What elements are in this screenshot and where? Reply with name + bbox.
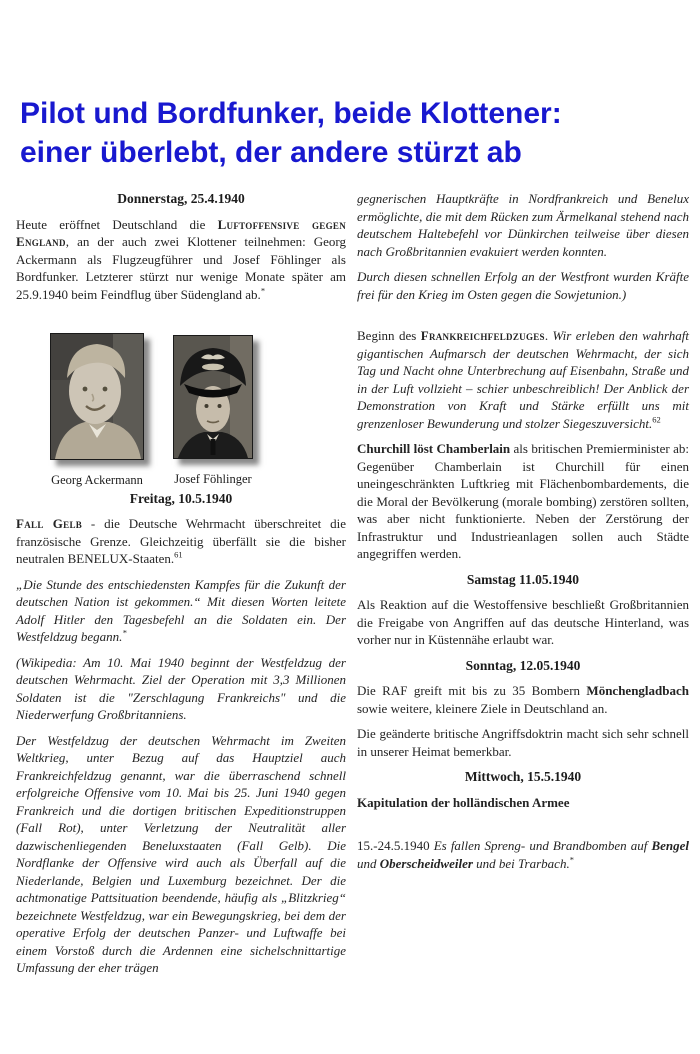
text-run-smallcaps: Luftoffensive gegen England (16, 216, 346, 249)
text-run-italic: Es fallen Spreng- und Brandbomben auf (433, 838, 652, 853)
paragraph-angriffsdoktrin (357, 725, 689, 760)
photo-row (16, 333, 346, 490)
section-heading-wednesday: Mittwoch, 15.5.1940 (464, 769, 582, 784)
paragraph-westfeldzug (16, 732, 346, 977)
page-title-line2: einer überlebt, der andere stürzt ab (20, 136, 522, 170)
paragraph-fall-gelb (16, 515, 346, 568)
paragraph-kapitulation (357, 794, 689, 812)
footnote-mark: * (122, 627, 127, 638)
portrait-photo-josef (173, 335, 253, 459)
portrait-photo-image (174, 336, 252, 458)
text-run-italic: Wir erleben den wahrhaft gigantischen Aufmarsch der deutschen Wehrmacht, der sich Tag und Nacht ohne Unterbrechung auf Eisenbahn, Straße und in der Luft vollzieht – schier unbeschreiblich! Der Anblick der Demonstration von Kraft und Stärke erfüllt uns mit grenzenloser Bewunderung und stolzer Siegeszuversicht. (357, 328, 689, 431)
text-run: gegnerischen Hauptkräfte in Nordfrankreich und Benelux ermöglichte, die mit dem Rücken zum Ärmelkanal stehend nach deutschem Haltebefehl vor Dünkirchen teilweise über diesen nach Großbritannien evakuiert werden konnten. (357, 191, 689, 259)
paragraph-hitler-quote (16, 576, 346, 646)
text-run-italic: und (357, 855, 380, 871)
footnote-mark: 61 (174, 549, 183, 560)
text-run-bold: Kapitulation der holländischen Armee (357, 794, 570, 810)
text-run: sowie weitere, kleinere Ziele in Deutschland an. (357, 700, 608, 716)
text-run: , an der auch zwei Klottener teilnehmen: Georg Ackermann als Flugzeugführer und Josef Föhlinger als Bordfunker. Letzterer stürzt nur wenige Monate später am 25.9.1940 beim Feindflug über Südengland ab. (16, 234, 346, 302)
section-heading-thursday: Donnerstag, 25.4.1940 (117, 191, 245, 206)
section-heading-saturday: Samstag 11.05.1940 (466, 571, 580, 587)
footnote-mark: 62 (652, 414, 661, 425)
photo-georg-ackermann (50, 333, 144, 490)
text-run: Durch diesen schnellen Erfolg an der Westfront wurden Kräfte frei für den Krieg im Osten gegen die Sowjetunion.) (357, 269, 689, 302)
paragraph-frankreichfeldzug (357, 327, 689, 432)
page-title (20, 94, 690, 172)
text-run: (Wikipedia: Am 10. Mai 1940 beginnt der Westfeldzug der deutschen Wehrmacht. Ziel der Operation mit 3,3 Millionen Soldaten ist die "Zerschlagung Frankreichs" und die Niederwerfung Großbritanniens. (16, 654, 346, 722)
text-run: - die Deutsche Wehrmacht überschreitet die französische Grenze. Gleichzeitig überfällt sie die bisher neutralen BENELUX-Staaten. (16, 516, 346, 566)
portrait-photo-georg (50, 333, 144, 460)
paragraph-churchill (357, 440, 689, 563)
text-run-bold-italic: Bengel (651, 838, 689, 853)
left-column (16, 190, 346, 985)
paragraph-bomben (357, 837, 689, 872)
section-heading-sunday: Sonntag, 12.05.1940 (465, 657, 581, 673)
text-run: Die geänderte britische Angriffsdoktrin macht sich sehr schnell in unserer Heimat bemerkbar. (357, 726, 689, 759)
paragraph-schneller-erfolg (357, 268, 689, 303)
paragraph-gegnerische-hauptkraefte (357, 190, 689, 260)
text-run: 15.-24.5.1940 (357, 838, 434, 853)
paragraph-luftoffensive (16, 216, 346, 304)
portrait-photo-image (51, 334, 143, 459)
text-run: „Die Stunde des entschiedensten Kampfes für die Zukunft der deutschen Nation ist gekommen.“ Mit diesen Worten leitete Adolf Hitler den Tagesbefehl an die Soldaten ein. Der Westfeldzug begann. (16, 576, 346, 644)
footnote-mark: * (569, 854, 574, 865)
text-run: Die RAF greift mit bis zu 35 Bombern (357, 683, 587, 698)
section-heading-friday: Freitag, 10.5.1940 (129, 490, 233, 506)
text-run-italic: und bei Trarbach. (472, 855, 570, 871)
text-run: Heute eröffnet Deutschland die (16, 216, 218, 232)
photo-josef-foehlinger (173, 333, 253, 490)
paragraph-raf (357, 682, 689, 717)
text-run-smallcaps: Fall Gelb (16, 516, 83, 531)
right-column (357, 190, 689, 880)
text-run-bold-italic: Oberscheidweiler (379, 855, 473, 871)
text-run: Der Westfeldzug der deutschen Wehrmacht im Zweiten Weltkrieg, unter Bezug auf das Hauptziel auch Frankreichfeldzug genannt, war die überraschend schnell erfolgreiche Offensive vom 10. Mai bis 25. Juni 1940 gegen Frankreich und die dortigen britischen Expeditionstruppen (Fall Rot), unter Verletzung der Neutralität aller dazwischenliegenden Beneluxstaaten (Fall Gelb). Die Nordflanke der Offensive wird auch als Überfall auf die Niederlande, Belgien und Luxemburg bezeichnet. Der die achtmonatige Pattsituation beendende, häufig als „Blitzkrieg“ bezeichnete Westfeldzug, war ein Bewegungskrieg, bei dem der operative Erfolg der deutschen Panzer- und Luftwaffe bei einem Vorstoß durch die Ardennen eine sichelschnittartige Umfassung der eher trägen (16, 732, 346, 975)
page-title-line1: Pilot und Bordfunker, beide Klottener: (20, 97, 562, 131)
text-run-bold: Mönchengladbach (586, 683, 689, 698)
photo-caption-georg: Georg Ackermann (51, 473, 143, 487)
paragraph-reaktion (357, 596, 689, 649)
photo-caption-josef: Josef Föhlinger (174, 472, 252, 486)
text-run: Beginn des (357, 328, 421, 343)
text-run: Als Reaktion auf die Westoffensive beschließt Großbritannien die Freigabe von Angriffen auf das deutsche Hinterland, was vorher nur in Küstennähe erlaubt war. (357, 597, 689, 647)
footnote-mark: * (260, 285, 266, 296)
paragraph-wikipedia (16, 654, 346, 724)
text-run: . (544, 328, 553, 343)
text-run-smallcaps: Frankreichfeldzuges (420, 328, 545, 343)
text-run: als britischen Premierminister ab: Gegenüber Chamberlain ist Churchill für einen uneingeschränkten Luftkrieg mit Flächenbombardements, die die Moral der Bevölkerung (morale bombing) zerstören sollten, was aber nicht funktionierte. Neben der Zerstörung der Infrastruktur und Industrieanlagen sollen auch Städte angegriffen werden. (357, 441, 690, 561)
text-run-bold: Churchill löst Chamberlain (357, 441, 511, 456)
